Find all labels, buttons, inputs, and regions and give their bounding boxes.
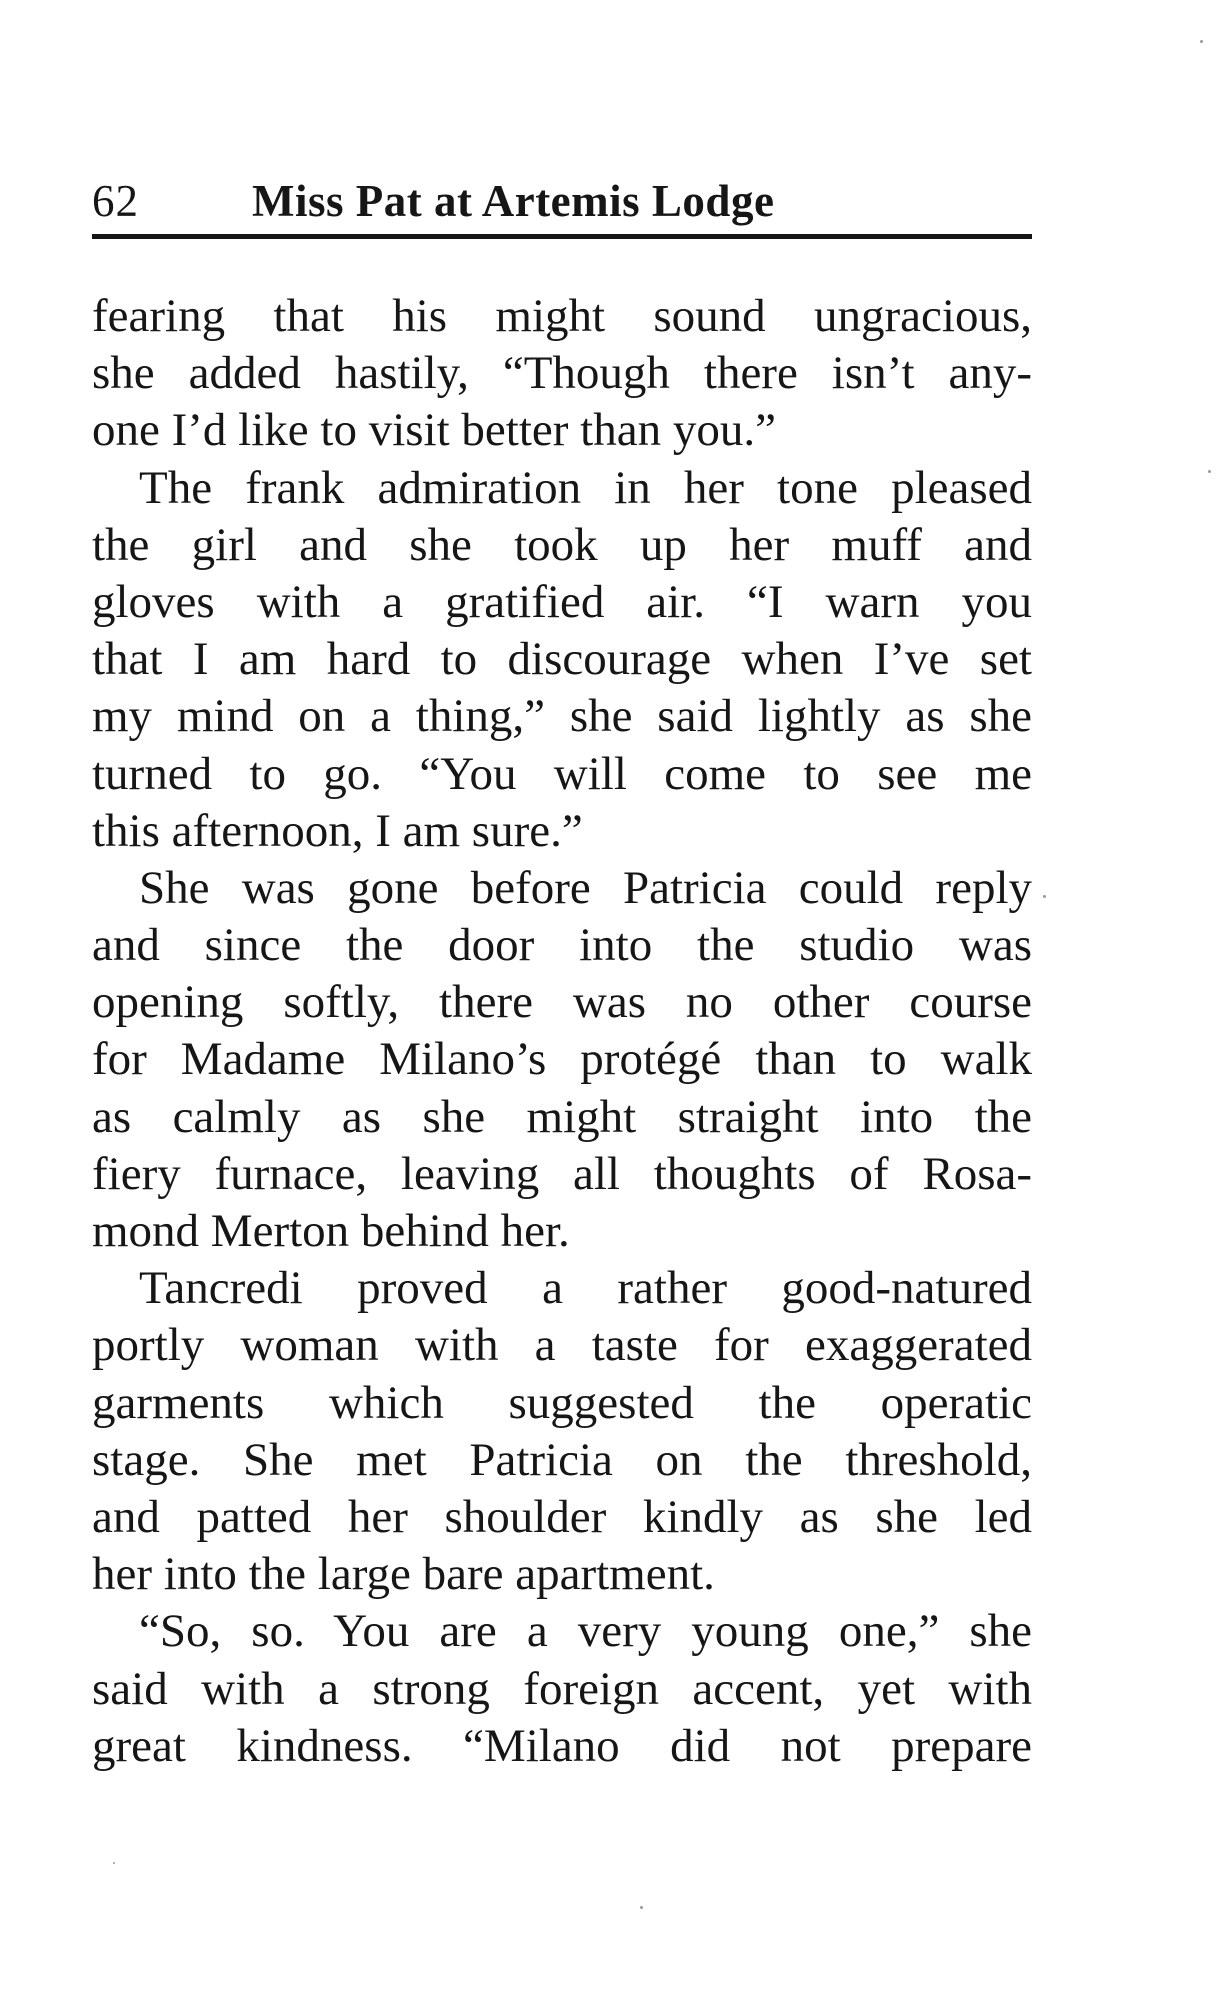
text-line: the girl and she took up her muff and bbox=[92, 518, 1032, 571]
text-line: portly woman with a taste for exaggerated bbox=[92, 1319, 1032, 1372]
text-line: she added hastily, “Though there isn’t any- bbox=[92, 347, 1032, 400]
paper-speck bbox=[113, 1862, 115, 1864]
text-line: turned to go. “You will come to see me bbox=[92, 747, 1032, 800]
text-line: her into the large bare apartment. bbox=[92, 1548, 715, 1601]
text-line: fiery furnace, leaving all thoughts of Rosa- bbox=[92, 1147, 1032, 1200]
text-line: and patted her shoulder kindly as she led bbox=[92, 1490, 1032, 1543]
paragraph-start-line: Tancredi proved a rather good-natured bbox=[139, 1262, 1032, 1315]
text-line: mond Merton behind her. bbox=[92, 1205, 570, 1257]
text-line: as calmly as she might straight into the bbox=[92, 1090, 1032, 1143]
header-rule bbox=[92, 234, 1032, 239]
page-number: 62 bbox=[92, 176, 139, 226]
text-line: stage. She met Patricia on the threshold, bbox=[92, 1433, 1032, 1486]
body-text bbox=[92, 288, 1032, 1775]
text-line: fearing that his might sound ungracious, bbox=[92, 290, 1032, 342]
paragraph-start-line: “So, so. You are a very young one,” she bbox=[139, 1605, 1032, 1658]
paragraph-start-line: She was gone before Patricia could reply bbox=[139, 861, 1032, 914]
book-title: Miss Pat at Artemis Lodge bbox=[252, 176, 775, 226]
text-line: great kindness. “Milano did not prepare bbox=[92, 1719, 1032, 1772]
text-line: garments which suggested the operatic bbox=[92, 1376, 1032, 1429]
running-head bbox=[92, 171, 1032, 231]
paper-speck bbox=[640, 1906, 643, 1909]
paper-speck bbox=[1200, 40, 1203, 43]
text-line: one I’d like to visit better than you.” bbox=[92, 404, 776, 457]
text-line: gloves with a gratified air. “I warn you bbox=[92, 575, 1032, 628]
text-line: that I am hard to discourage when I’ve set bbox=[92, 633, 1032, 686]
text-line: this afternoon, I am sure.” bbox=[92, 804, 583, 857]
paper-speck bbox=[1043, 895, 1046, 898]
text-line: for Madame Milano’s protégé than to walk bbox=[92, 1033, 1032, 1086]
text-line: and since the door into the studio was bbox=[92, 919, 1032, 972]
text-line: my mind on a thing,” she said lightly as she bbox=[92, 690, 1032, 743]
paragraph-start-line: The frank admiration in her tone pleased bbox=[139, 461, 1032, 514]
text-line: said with a strong foreign accent, yet with bbox=[92, 1662, 1032, 1715]
text-line: opening softly, there was no other course bbox=[92, 976, 1032, 1029]
paper-speck bbox=[1208, 470, 1211, 473]
